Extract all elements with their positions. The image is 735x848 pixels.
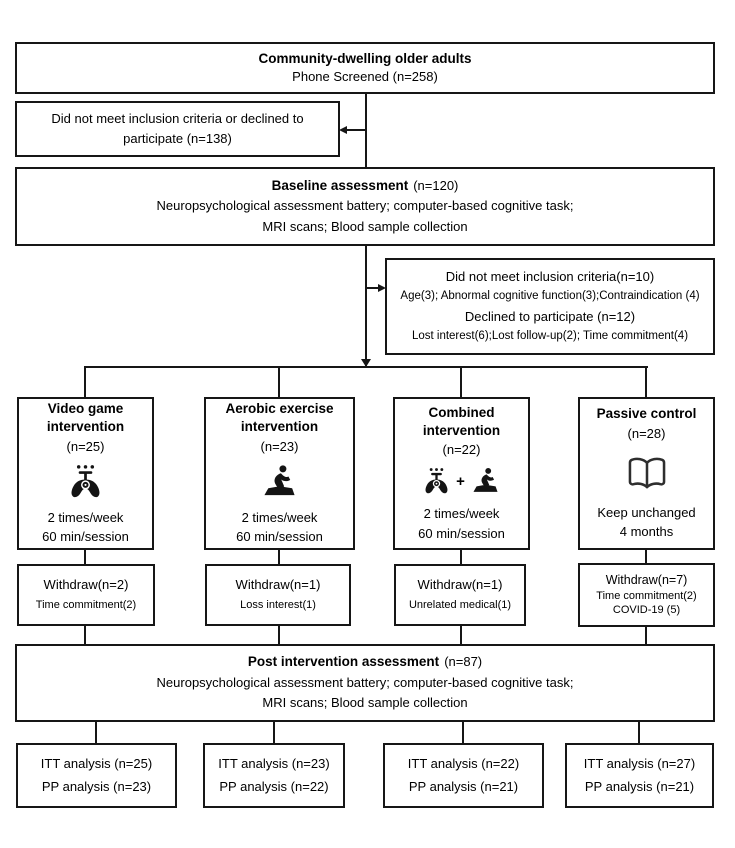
withdraw4-line3: COVID-19 (5) — [612, 604, 681, 617]
post-analysis2-stub — [273, 721, 275, 744]
withdraw2-line2: Loss interest(1) — [240, 599, 316, 612]
post-n: (n=87) — [444, 654, 483, 670]
withdraw2-line1: Withdraw(n=1) — [235, 577, 321, 593]
baseline-box — [15, 167, 715, 246]
withdraw2-post-stub — [278, 625, 280, 646]
withdraw1-post-stub — [84, 625, 86, 646]
withdraw3-line2: Unrelated medical(1) — [408, 599, 512, 612]
post-analysis1-stub — [95, 721, 97, 744]
enrollment-subtitle: Phone Screened (n=258) — [292, 68, 438, 84]
excluded-baseline-line1: Did not meet inclusion criteria(n=10) — [445, 268, 655, 284]
post-line2: MRI scans; Blood sample collection — [262, 695, 468, 711]
arm2-n: (n=23) — [260, 438, 299, 454]
excluded-baseline-line3: Declined to participate (n=12) — [464, 308, 636, 324]
connector-baseline-to-branch — [365, 246, 367, 367]
baseline-line1: Neuropsychological assessment battery; computer-based cognitive task; — [156, 198, 574, 214]
arm2-schedule1: 2 times/week — [241, 509, 318, 525]
post-title: Post intervention assessment — [247, 654, 440, 670]
enrollment-box — [15, 42, 715, 94]
excluded-baseline-box — [385, 258, 715, 355]
arm1-title-line2: intervention — [46, 419, 125, 434]
withdraw4-post-stub — [645, 625, 647, 646]
withdraw3-box — [394, 564, 526, 626]
exercise-bike-icon — [470, 467, 501, 495]
analysis1-pp: PP analysis (n=23) — [41, 778, 152, 794]
analysis3-itt: ITT analysis (n=22) — [407, 755, 520, 771]
arm3-title-line1: Combined — [428, 404, 495, 420]
withdraw4-box — [578, 563, 715, 627]
arm4-schedule1: Keep unchanged — [597, 504, 696, 520]
arm4-n: (n=28) — [627, 425, 666, 441]
branch-stub-3 — [460, 366, 462, 397]
withdraw1-line1: Withdraw(n=2) — [43, 577, 129, 593]
withdraw2-box — [205, 564, 351, 626]
arm2-schedule2: 60 min/session — [236, 529, 323, 545]
withdraw1-box — [17, 564, 155, 626]
arm1-schedule2: 60 min/session — [42, 529, 129, 545]
arrowhead-left-icon — [339, 126, 347, 134]
excluded-baseline-line4: Lost interest(6);Lost follow-up(2); Time commitment(4) — [411, 330, 689, 343]
arm1-n: (n=25) — [66, 438, 105, 454]
excluded-phone-line2: participate (n=138) — [123, 130, 232, 146]
post-analysis3-stub — [462, 721, 464, 744]
analysis1-box — [16, 743, 177, 808]
arm-aerobic-box — [204, 397, 355, 550]
arm-combined-box — [393, 397, 530, 550]
baseline-n: (n=120) — [413, 177, 459, 193]
arm3-title-line2: intervention — [422, 422, 501, 438]
withdraw3-post-stub — [460, 625, 462, 646]
branch-stub-4 — [645, 366, 647, 397]
arm-video-game-box — [17, 397, 154, 550]
analysis2-itt: ITT analysis (n=23) — [218, 755, 330, 771]
analysis4-pp: PP analysis (n=21) — [584, 778, 695, 794]
analysis3-pp: PP analysis (n=21) — [408, 778, 519, 794]
open-book-icon — [624, 454, 670, 491]
withdraw1-line2: Time commitment(2) — [35, 599, 137, 612]
withdraw3-line1: Withdraw(n=1) — [417, 577, 503, 593]
gamepad-icon — [67, 464, 104, 499]
analysis4-box — [565, 743, 714, 808]
arm4-title-line1: Passive control — [596, 406, 697, 422]
analysis3-box — [383, 743, 544, 808]
enrollment-title: Community-dwelling older adults — [258, 50, 472, 66]
post-analysis4-stub — [638, 721, 640, 744]
branch-line — [84, 366, 648, 368]
withdraw4-line1: Withdraw(n=7) — [605, 572, 688, 587]
arm1-schedule1: 2 times/week — [47, 509, 124, 525]
arm4-schedule2: 4 months — [619, 524, 674, 540]
arm3-schedule2: 60 min/session — [418, 525, 505, 541]
baseline-title: Baseline assessment — [271, 177, 409, 193]
arm-passive-control-box — [578, 397, 715, 550]
analysis1-itt: ITT analysis (n=25) — [40, 755, 153, 771]
branch-stub-2 — [278, 366, 280, 397]
arm3-n: (n=22) — [442, 442, 481, 458]
excluded-phone-line1: Did not meet inclusion criteria or declined to — [51, 110, 304, 126]
exercise-bike-icon — [260, 464, 299, 499]
arm3-schedule1: 2 times/week — [423, 506, 500, 522]
analysis4-itt: ITT analysis (n=27) — [583, 755, 696, 771]
arm1-title-line1: Video game — [47, 401, 124, 417]
excluded-phone-box — [15, 101, 340, 157]
withdraw4-line2: Time commitment(2) — [596, 589, 697, 602]
arm2-title-line1: Aerobic exercise — [225, 401, 334, 417]
analysis2-box — [203, 743, 345, 808]
analysis2-pp: PP analysis (n=22) — [219, 778, 329, 794]
arm2-title-line2: intervention — [240, 419, 319, 434]
gamepad-icon — [422, 467, 451, 495]
plus-sign: + — [456, 472, 465, 490]
baseline-line2: MRI scans; Blood sample collection — [262, 219, 468, 235]
branch-stub-1 — [84, 366, 86, 397]
post-assessment-box — [15, 644, 715, 722]
post-line1: Neuropsychological assessment battery; computer-based cognitive task; — [156, 674, 574, 690]
excluded-baseline-line2: Age(3); Abnormal cognitive function(3);Contraindication (4) — [400, 290, 700, 303]
connector-to-excluded-phone — [346, 129, 367, 131]
